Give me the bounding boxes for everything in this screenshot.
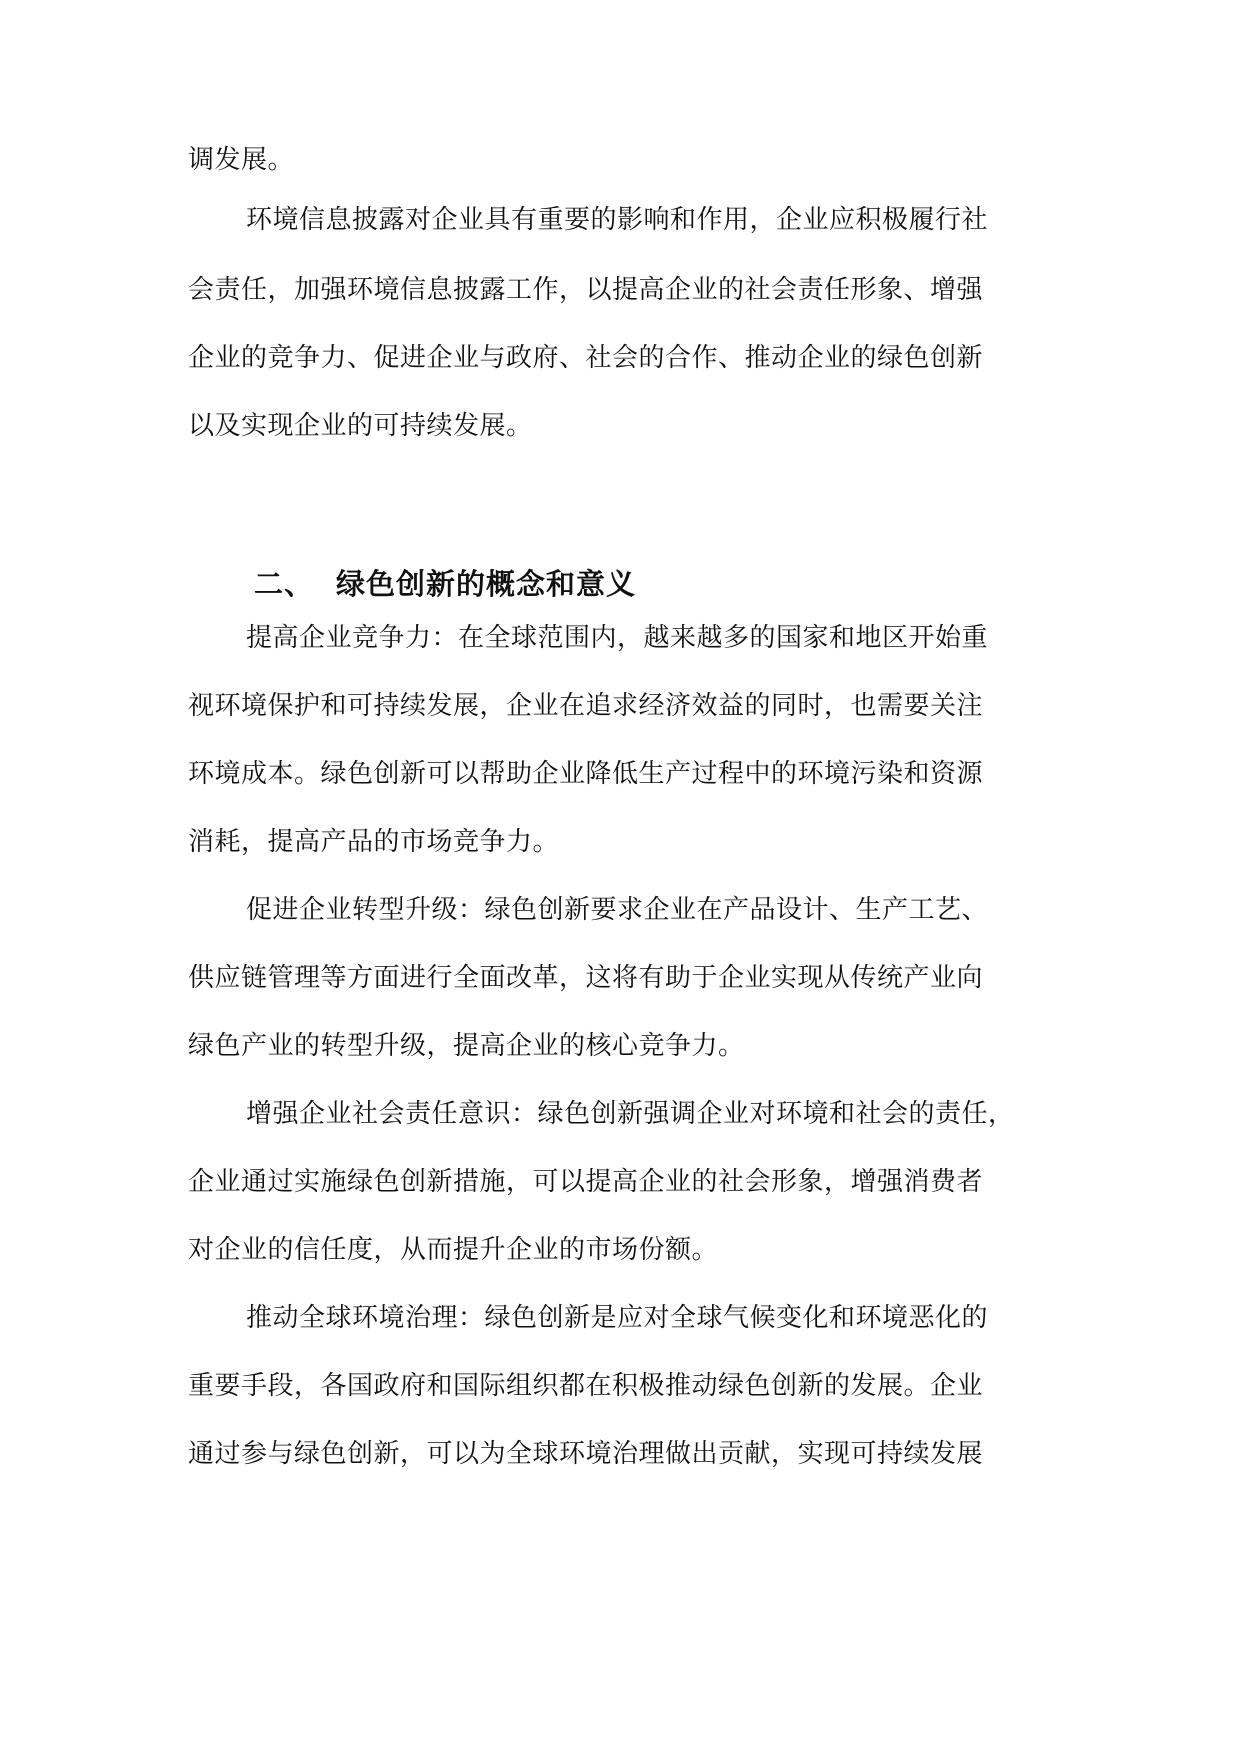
body-line: 重要手段，各国政府和国际组织都在积极推动绿色创新的发展。企业 xyxy=(188,1371,984,1401)
body-line: 会责任，加强环境信息披露工作，以提高企业的社会责任形象、增强 xyxy=(188,275,984,305)
paragraph-first-line: 推动全球环境治理：绿色创新是应对全球气候变化和环境恶化的 xyxy=(246,1303,989,1333)
body-line: 企业的竞争力、促进企业与政府、社会的合作、推动企业的绿色创新 xyxy=(188,343,984,373)
paragraph-first-line: 提高企业竞争力：在全球范围内，越来越多的国家和地区开始重 xyxy=(246,623,989,653)
body-line: 通过参与绿色创新，可以为全球环境治理做出贡献，实现可持续发展 xyxy=(188,1439,984,1469)
section-number: 二、 xyxy=(254,567,315,601)
body-line: 视环境保护和可持续发展，企业在追求经济效益的同时，也需要关注 xyxy=(188,691,984,721)
paragraph-first-line: 增强企业社会责任意识：绿色创新强调企业对环境和社会的责任， xyxy=(246,1099,1015,1129)
body-line: 消耗，提高产品的市场竞争力。 xyxy=(188,827,560,857)
section-heading xyxy=(254,562,636,606)
body-line: 绿色产业的转型升级，提高企业的核心竞争力。 xyxy=(188,1031,745,1061)
body-line: 环境成本。绿色创新可以帮助企业降低生产过程中的环境污染和资源 xyxy=(188,759,984,789)
paragraph-first-line: 环境信息披露对企业具有重要的影响和作用，企业应积极履行社 xyxy=(246,205,989,235)
body-line: 企业通过实施绿色创新措施，可以提高企业的社会形象，增强消费者 xyxy=(188,1167,984,1197)
paragraph-first-line: 促进企业转型升级：绿色创新要求企业在产品设计、生产工艺、 xyxy=(246,895,989,925)
section-title: 绿色创新的概念和意义 xyxy=(336,567,637,601)
body-line: 调发展。 xyxy=(188,145,295,175)
body-line: 对企业的信任度，从而提升企业的市场份额。 xyxy=(188,1235,719,1265)
body-line: 以及实现企业的可持续发展。 xyxy=(188,411,533,441)
body-line: 供应链管理等方面进行全面改革，这将有助于企业实现从传统产业向 xyxy=(188,963,984,993)
